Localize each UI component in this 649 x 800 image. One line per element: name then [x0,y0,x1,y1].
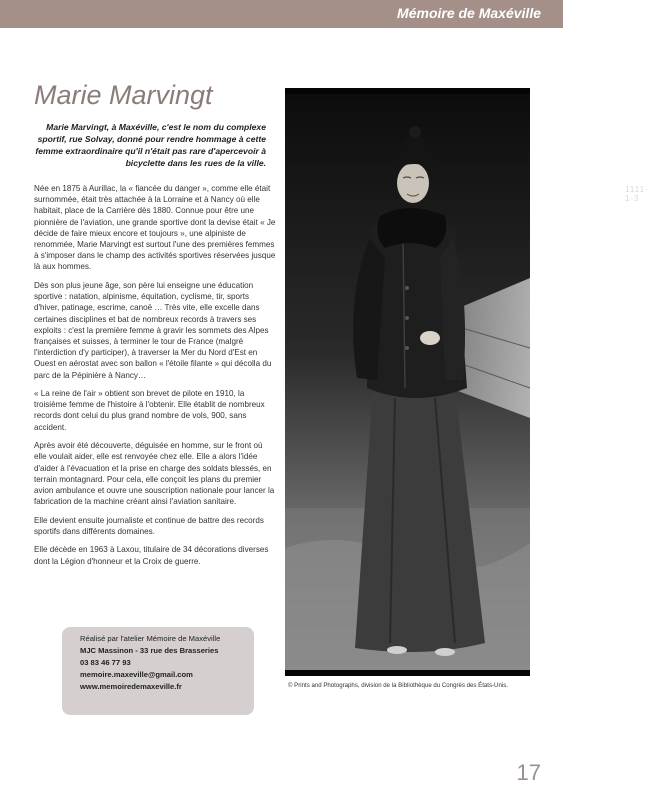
article-title: Marie Marvingt [34,80,213,110]
photo-caption: © Prints and Photographs, division de la Bibliothèque du Congrès des États-Unis. [288,682,508,689]
portrait-illustration [285,88,530,676]
paragraph-aviation: « La reine de l'air » obtient son brevet de pilote en 1910, la troisième femme de l'histoire à l'obtenir. Elle établit de nombreux records dont celui du plus grand nombre de vols, 900, sans accident. [34,389,265,432]
credit-website: www.memoiredemaxeville.fr [80,682,182,691]
credit-email: memoire.maxeville@gmail.com [80,670,193,679]
credit-box [62,627,254,715]
header-bar [0,0,563,28]
page-number: 17 [516,760,541,785]
paragraph-death: Elle décède en 1963 à Laxou, titulaire de 34 décorations diverses dont la Légion d'honneur et la Croix de guerre. [34,545,269,566]
article-intro: Marie Marvingt, à Maxéville, c'est le nom du complexe sportif, rue Solvay, donné pour rendre hommage à cette femme extraordinaire qu'il n'était pas rare d'apercevoir à bicyclette dans les rues de la ville. [35,122,266,168]
paragraph-journalist: Elle devient ensuite journaliste et continue de battre des records sportifs dans différents domaines. [34,515,264,536]
portrait-photo [285,88,649,676]
paragraph-birth: Née en 1875 à Aurillac, la « fiancée du danger », comme elle était surnommée, était très attachée à la Lorraine et à Nancy où elle habitait, place de la Carrière dès 1880. Connue pour être une pionnière de l'aviation, une grande sportive dont la devise était « Je décide de faire mieux encore et toujours », une alpiniste de renommée, Marie Marvingt est surtout l'une des premières femmes à s'imposer dans le champ des activités sportives réservées jusque là aux hommes. [34,184,276,272]
credit-workshop: Réalisé par l'atelier Mémoire de Maxéville [80,634,221,643]
credit-phone: 03 83 46 77 93 [80,658,131,667]
credit-address: MJC Massinon - 33 rue des Brasseries [80,646,219,655]
paragraph-war: Après avoir été découverte, déguisée en homme, sur le front où elle voulait aider, elle est renvoyée chez elle. Elle a alors l'idée d'aider à l'évacuation et la prise en charge des soldats blessés, en terrain montagnard. Pour cela, elle conçoit les plans du premier avion ambulance et ouvre une souscription nationale pour lancer la fabrication de la machine créant ainsi l'aviation sanitaire. [34,441,275,507]
header-title: Mémoire de Maxéville [397,5,541,21]
article-body [34,183,276,574]
paragraph-youth: Dès son plus jeune âge, son père lui enseigne une éducation sportive : natation, alpinisme, équitation, cyclisme, tir, sports d'hiver, patinage, escrime, canoë … Très vite, elle excelle dans certaines disciplines et bat de nombreux records à travers ses exploits : c'est la première femme à gravir les sommets des Alpes françaises et suisses, à terminer le tour de France (malgré l'interdiction d'y participer), à traverser la Mer du Nord d'Est en Ouest en aérostat avec son ballon « l'étoile filante » qui décolla du parc de la Pépinière à Nancy… [34,280,272,380]
photo-archive-number: 1111-1-3 [625,185,649,203]
